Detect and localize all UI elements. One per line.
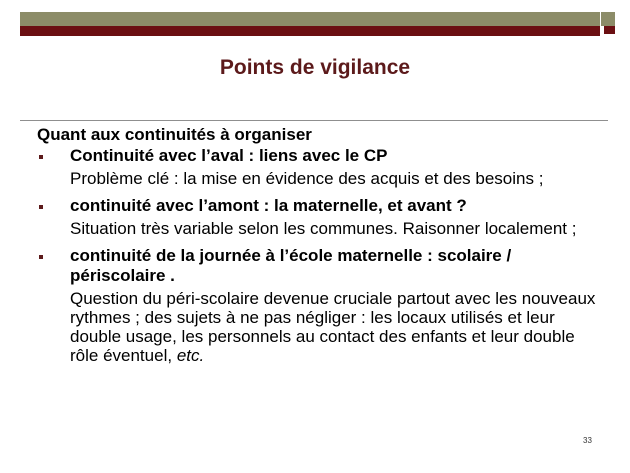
intro-heading: Quant aux continuités à organiser xyxy=(37,125,312,144)
bullet-square-icon xyxy=(39,255,43,259)
bullet-square-icon xyxy=(39,205,43,209)
list-item xyxy=(37,146,607,188)
bullet-square-icon xyxy=(39,155,43,159)
vigilance-list xyxy=(37,146,607,365)
list-item xyxy=(37,246,607,365)
item-text-emphasis: etc. xyxy=(176,346,205,365)
slide-title: Points de vigilance xyxy=(219,56,411,79)
title-divider xyxy=(20,120,608,121)
item-text: Problème clé : la mise en évidence des acquis et des besoins ; xyxy=(70,169,544,188)
item-text: Question du péri-scolaire devenue cruciale partout avec les nouveaux rythmes ; des sujets à ne pas négliger : les locaux utilisés et leur double usage, les personnels au contact des enfants et leur double rôle éventuel, xyxy=(70,289,596,365)
item-heading: Continuité avec l’aval : liens avec le CP xyxy=(70,146,388,165)
header-band-red xyxy=(20,26,600,36)
header-band-olive xyxy=(20,12,600,26)
header-corner-olive xyxy=(601,12,615,26)
page-number: 33 xyxy=(583,436,592,445)
item-heading: continuité de la journée à l’école maternelle : scolaire / périscolaire . xyxy=(70,246,512,285)
item-text-container xyxy=(70,289,607,365)
header-corner-red xyxy=(604,26,615,34)
item-heading: continuité avec l’amont : la maternelle, et avant ? xyxy=(70,196,467,215)
slide-content xyxy=(37,124,607,373)
item-text: Situation très variable selon les communes. Raisonner localement ; xyxy=(70,219,577,238)
list-item xyxy=(37,196,607,238)
